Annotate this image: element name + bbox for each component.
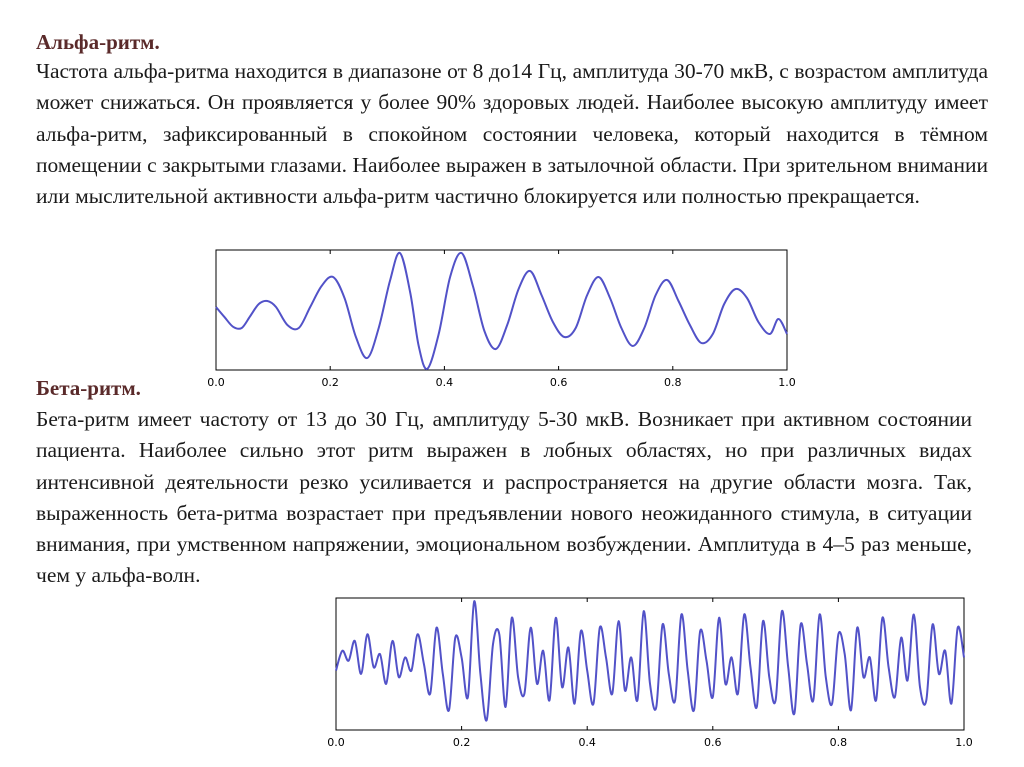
plot-frame bbox=[216, 250, 787, 370]
x-tick-label: 0.6 bbox=[704, 736, 722, 749]
x-tick-label: 0.2 bbox=[452, 736, 471, 749]
x-tick-label: 0.2 bbox=[321, 376, 339, 389]
x-tick-label: 0.6 bbox=[549, 376, 568, 389]
x-tick-label: 1.0 bbox=[955, 736, 973, 749]
x-tick-label: 0.0 bbox=[207, 376, 225, 389]
beta-wave-chart bbox=[318, 590, 988, 755]
x-tick-label: 1.0 bbox=[778, 376, 796, 389]
x-tick-label: 0.4 bbox=[435, 376, 454, 389]
alpha-wave-chart bbox=[190, 242, 810, 392]
plot-frame bbox=[336, 598, 964, 730]
x-tick-label: 0.4 bbox=[578, 736, 596, 749]
beta-rhythm-heading: Бета-ритм. bbox=[36, 376, 141, 400]
x-tick-label: 0.0 bbox=[327, 736, 345, 749]
x-tick-label: 0.8 bbox=[664, 376, 682, 389]
beta-rhythm-paragraph: Бета-ритм имеет частоту от 13 до 30 Гц, амплитуду 5-30 мкВ. Возникает при активном состоянии пациента. Наиболее сильно этот ритм выражен в лобных областях, но при различных видах интенсивной деятельности резко усиливается и распространяется на другие области мозга. Так, выраженность бета-ритма возрастает при предъявлении нового неожиданного стимула, в ситуации внимания, при умственном напряжении, эмоциональном возбуждении. Амплитуда в 4–5 раз меньше, чем у альфа-волн. bbox=[36, 407, 972, 588]
alpha-rhythm-paragraph: Частота альфа-ритма находится в диапазоне от 8 до14 Гц, амплитуда 30-70 мкВ, с возрастом амплитуда может снижаться. Он проявляется у более 90% здоровых людей. Наиболее высокую амплитуду имеет альфа-ритм, зафиксированный в спокойном состоянии человека, который находится в тёмном помещении с закрытыми глазами. Наиболее выражен в затылочной области. При зрительном внимании или мыслительной активности альфа-ритм частично блокируется или полностью прекращается. bbox=[36, 59, 988, 209]
x-tick-label: 0.8 bbox=[829, 736, 848, 749]
alpha-rhythm-heading: Альфа-ритм. bbox=[36, 30, 160, 54]
